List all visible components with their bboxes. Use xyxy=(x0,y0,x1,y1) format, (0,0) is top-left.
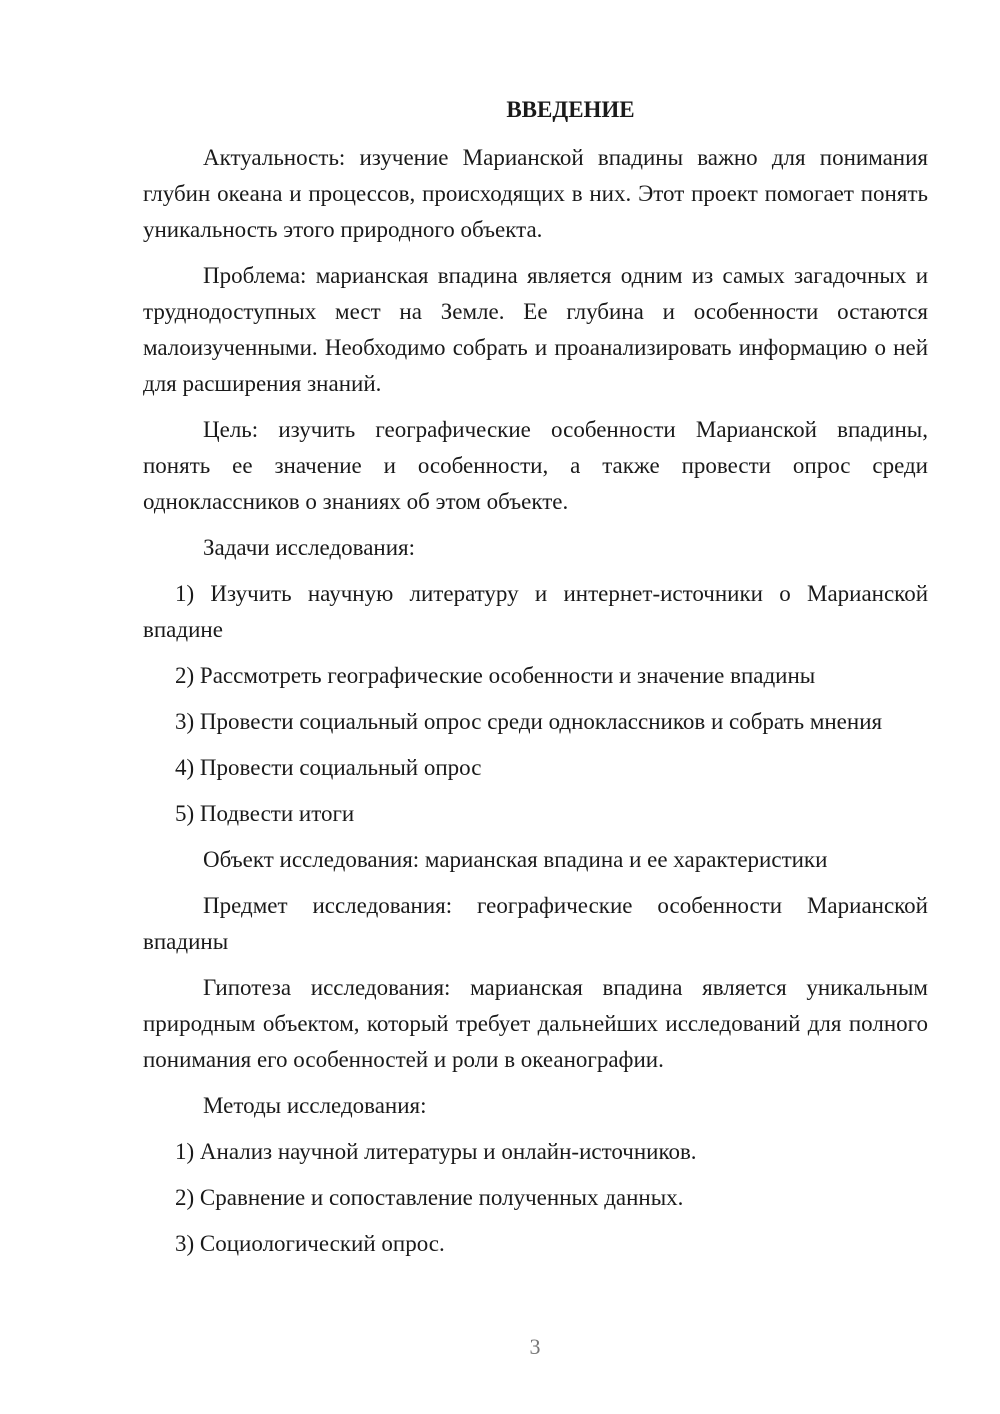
paragraph-problem: Проблема: марианская впадина является одним из самых загадочных и труднодоступных мест на Земле. Ее глубина и особенности остаются малоизученными. Необходимо собрать и проанализировать информацию о ней для расширения знаний. xyxy=(143,263,928,396)
page-title: ВВЕДЕНИЕ xyxy=(506,97,635,122)
task-item-3: 3) Провести социальный опрос среди одноклассников и собрать мнения xyxy=(175,709,883,734)
research-object: Объект исследования: марианская впадина и ее характеристики xyxy=(203,847,828,872)
paragraph-goal: Цель: изучить географические особенности Марианской впадины, понять ее значение и особенности, а также провести опрос среди одноклассников о знаниях об этом объекте. xyxy=(143,417,928,514)
method-item-3: 3) Социологический опрос. xyxy=(175,1231,445,1256)
paragraph-relevance: Актуальность: изучение Марианской впадины важно для понимания глубин океана и процессов, происходящих в них. Этот проект помогает понять уникальность этого природного объекта. xyxy=(143,145,928,242)
page-number: 3 xyxy=(529,1334,541,1359)
research-hypothesis: Гипотеза исследования: марианская впадина является уникальным природным объектом, который требует дальнейших исследований для полного понимания его особенностей и роли в океанографии. xyxy=(143,975,928,1072)
research-subject: Предмет исследования: географические особенности Марианской впадины xyxy=(143,893,928,954)
tasks-title: Задачи исследования: xyxy=(203,535,416,560)
task-item-1: 1) Изучить научную литературу и интернет-источники о Марианской впадине xyxy=(143,581,928,642)
task-item-5: 5) Подвести итоги xyxy=(175,801,355,826)
method-item-2: 2) Сравнение и сопоставление полученных данных. xyxy=(175,1185,684,1210)
method-item-1: 1) Анализ научной литературы и онлайн-источников. xyxy=(175,1139,697,1164)
task-item-2: 2) Рассмотреть географические особенности и значение впадины xyxy=(175,663,816,688)
task-item-4: 4) Провести социальный опрос xyxy=(175,755,482,780)
document-page xyxy=(143,92,928,1272)
methods-title: Методы исследования: xyxy=(203,1093,427,1118)
